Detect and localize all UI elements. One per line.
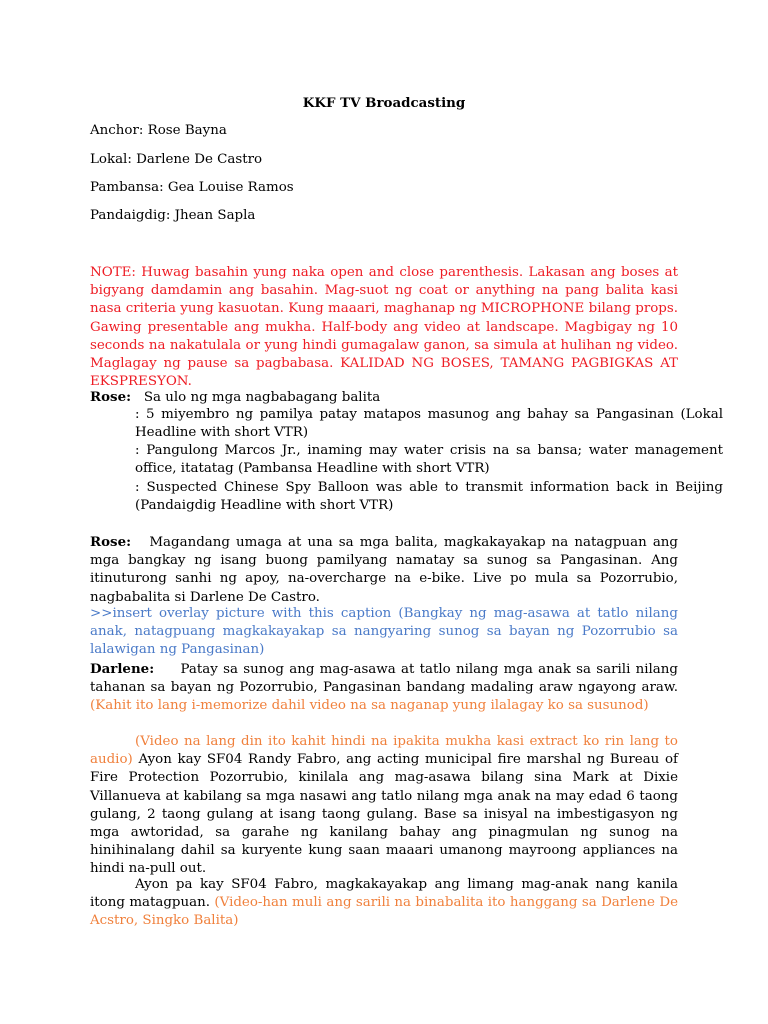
rose-intro-paragraph <box>90 533 678 607</box>
report-direction: (Video na lang din ito kahit hindi na ipakita mukha kasi extract ko rin lang to audio) <box>90 734 678 768</box>
role-anchor: Anchor: Rose Bayna <box>90 123 227 138</box>
headline-pandaigdig: : Suspected Chinese Spy Balloon was able to transmit information back in Beijing (Pandaigdig Headline with short VTR) <box>135 480 723 514</box>
darlene-paragraph <box>90 660 678 716</box>
headline-lokal: : 5 miyembro ng pamilya patay matapos masunog ang bahay sa Pangasinan (Lokal Headline with short VTR) <box>135 407 723 441</box>
role-pandaigdig: Pandaigdig: Jhean Sapla <box>90 208 256 223</box>
headline-pambansa: : Pangulong Marcos Jr., inaming may water crisis na sa bansa; water management office, itatatag (Pambansa Headline with short VTR) <box>135 443 723 477</box>
rose-intro-text: Magandang umaga at una sa mga balita, magkakayakap na natagpuan ang mga bangkay ng isang buong pamilyang namatay sa sunog sa Pangasinan. Ang itinuturong sanhi ng apoy, na-overcharge na e-bike. Live po mula sa Pozorrubio, nagbabalita si Darlene De Castro. <box>90 535 678 605</box>
speaker-rose: Rose: <box>90 534 132 550</box>
closing-text: Ayon pa kay SF04 Fabro, magkakayakap ang limang mag-anak nang kanila itong matagpuan. <box>90 877 678 911</box>
role-lokal: Lokal: Darlene De Castro <box>90 152 263 167</box>
headlines-intro-line <box>90 388 380 407</box>
darlene-text: Patay sa sunog ang mag-asawa at tatlo nilang mga anak sa sarili nilang tahanan sa bayan ng Pozorrubio, Pangasinan bandang madaling araw ngayong araw. <box>90 662 678 696</box>
headlines-intro: Sa ulo ng mga nagbabagang balita <box>143 390 381 405</box>
report-paragraph <box>90 733 678 879</box>
document-title: KKF TV Broadcasting <box>302 95 466 111</box>
closing-paragraph <box>90 876 678 931</box>
speaker-darlene: Darlene: <box>90 661 155 677</box>
overlay-instruction: >>insert overlay picture with this caption (Bangkay ng mag-asawa at tatlo nilang anak, natagpuang magkakayakap sa nangyaring sunog sa bayan ng Pozorrubio sa lalawigan ng Pangasinan) <box>90 606 678 658</box>
darlene-direction: (Kahit ito lang i-memorize dahil video na sa naganap yung ilalagay ko sa susunod) <box>90 698 649 714</box>
report-text: Ayon kay SF04 Randy Fabro, ang acting municipal fire marshal ng Bureau of Fire Protection Pozorrubio, kinilala ang mag-asawa bilang sina Mark at Dixie Villanueva at kabilang sa mga nasawi ang tatlo nilang mga anak na may edad 6 taong gulang, 2 taong gulang at isang taong gulang. Base sa inisyal na imbestigasyon ng mga awtoridad, sa garahe ng kanilang bahay ang pinagmulan ng sunog na hinihinalang dahil sa kuryente kung saan maaari umanong mayroong appliances na hindi na-pull out. <box>90 752 678 877</box>
speaker-rose: Rose: <box>90 389 132 405</box>
role-pambansa: Pambansa: Gea Louise Ramos <box>90 180 294 195</box>
closing-direction: (Video-han muli ang sarili na binabalita ito hanggang sa Darlene De Acstro, Singko Balita) <box>90 895 679 929</box>
production-note: NOTE: Huwag basahin yung naka open and close parenthesis. Lakasan ang boses at bigyang damdamin ang basahin. Mag-suot ng coat or anything na pang balita kasi nasa criteria yung kasuotan. Kung maaari, maghanap ng MICROPHONE bilang props. Gawing presentable ang mukha. Half-body ang video at landscape. Magbigay ng 10 seconds na nakatulala or yung hindi gumagalaw ganon, sa simula at hulihan ng video. Maglagay ng pause sa pagbabasa. KALIDAD NG BOSES, TAMANG PAGBIGKAS AT EKSPRESYON. <box>90 265 678 390</box>
